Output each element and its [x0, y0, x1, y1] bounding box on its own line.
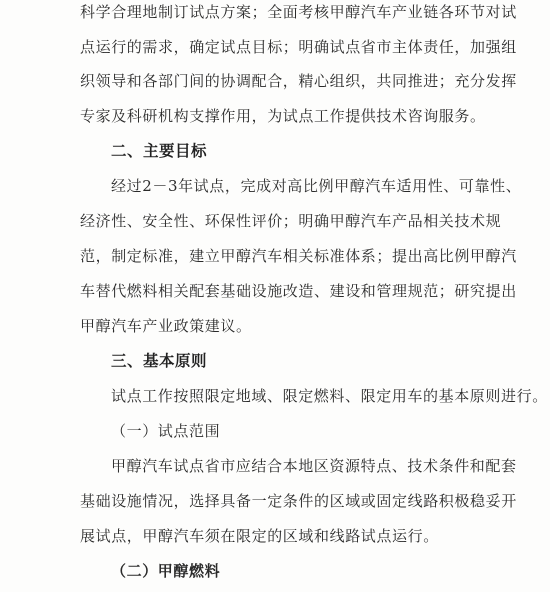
paragraph-line: 织领导和各部门间的协调配合，精心组织，共同推进；充分发挥: [80, 72, 517, 90]
section-heading-basic-principles: 三、基本原则: [111, 352, 208, 370]
paragraph-line: 经过2－3年试点，完成对高比例甲醇汽车适用性、可靠性、: [111, 177, 522, 195]
subsection-heading-methanol-fuel: （二）甲醇燃料: [111, 562, 221, 580]
paragraph-line: 基础设施情况，选择具备一定条件的区域或固定线路积极稳妥开: [80, 492, 517, 510]
paragraph-line: 车替代燃料相关配套基础设施改造、建设和管理规范；研究提出: [80, 282, 517, 300]
section-heading-main-goals: 二、主要目标: [111, 142, 208, 160]
paragraph-line: 专家及科研机构支撑作用，为试点工作提供技术咨询服务。: [80, 107, 486, 125]
paragraph-line: 点运行的需求，确定试点目标；明确试点省市主体责任，加强组: [80, 38, 517, 56]
paragraph-line: 甲醇汽车试点省市应结合本地区资源特点、技术条件和配套: [111, 457, 517, 475]
paragraph-line: 经济性、安全性、环保性评价；明确甲醇汽车产品相关技术规: [80, 212, 502, 230]
paragraph-line: 科学合理地制订试点方案；全面考核甲醇汽车产业链各环节对试: [80, 3, 517, 21]
paragraph-line: 甲醇汽车产业政策建议。: [80, 317, 252, 335]
paragraph-line: 范，制定标准，建立甲醇汽车相关标准体系；提出高比例甲醇汽: [80, 247, 517, 265]
paragraph-line: 展试点，甲醇汽车须在限定的区域和线路试点运行。: [80, 527, 439, 545]
paragraph-line: 试点工作按照限定地域、限定燃料、限定用车的基本原则进行。: [111, 387, 548, 405]
subsection-heading-scope: （一）试点范围: [111, 422, 221, 440]
